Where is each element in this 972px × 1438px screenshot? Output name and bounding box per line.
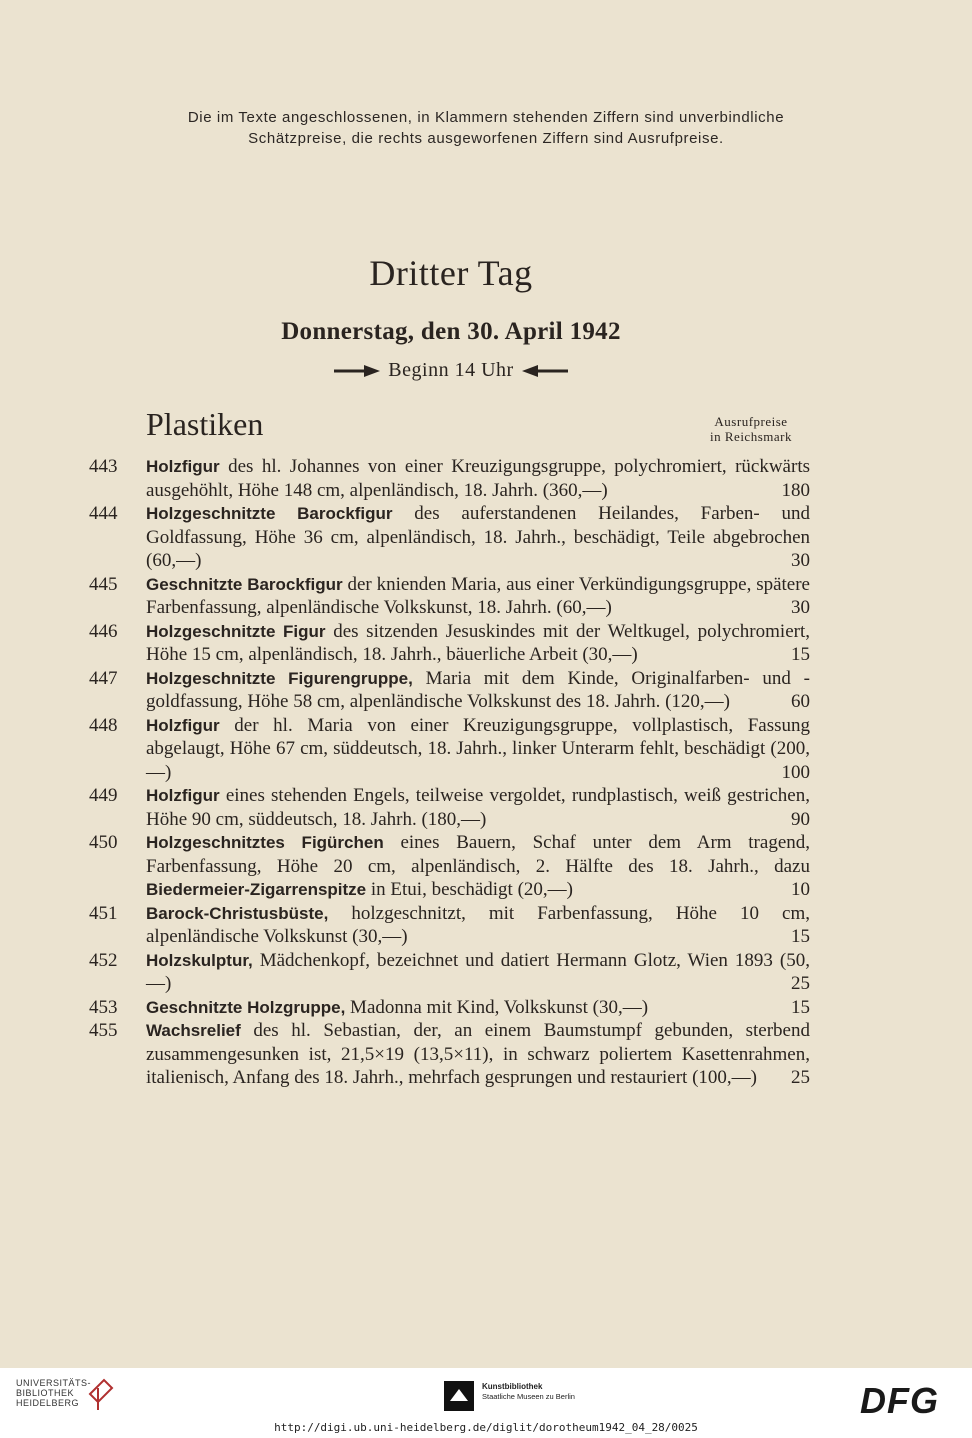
- lot-text: des hl. Johannes von einer Kreuzigungsgruppe, polychromiert, rückwärts ausgehöhlt, Höhe 148 cm, alpenländisch, 18. Jahrh. (360,—): [146, 456, 810, 501]
- lot-list: [0, 455, 972, 1090]
- lot-heading-secondary: Biedermeier-Zigarrenspitze: [146, 880, 367, 899]
- lot-price: 15: [791, 926, 810, 947]
- lot-number: 443: [89, 456, 118, 477]
- lot-price: 10: [791, 879, 810, 900]
- lot-price: 30: [791, 550, 810, 571]
- lot-heading: Geschnitzte Holzgruppe,: [146, 997, 346, 1017]
- lot-description: [146, 902, 810, 949]
- lot-entry: [0, 573, 972, 620]
- lot-text: Maria mit dem Kinde, Originalfarben- und -goldfassung, Höhe 58 cm, alpenländische Volkskunst des 18. Jahrh. (120,—): [146, 667, 810, 712]
- kb-line-2: Staatliche Museen zu Berlin: [482, 1392, 575, 1401]
- lot-heading: Holzgeschnitzte Barockfigur: [146, 504, 393, 523]
- arrow-left-icon: [522, 364, 568, 378]
- auction-date: Donnerstag, den 30. April 1942: [281, 318, 621, 345]
- lot-text: des auferstandenen Heilandes, Farben- und Goldfassung, Höhe 36 cm, alpenländisch, 18. Jahrh., beschädigt, Teile abgebrochen (60,—): [146, 503, 810, 571]
- start-time: [0, 359, 902, 382]
- lot-description: [146, 996, 810, 1020]
- price-column-heading-line-1: Ausrufpreise: [714, 414, 788, 429]
- lot-number: 449: [89, 785, 118, 806]
- lot-price: 15: [791, 996, 810, 1018]
- lot-price: 25: [791, 973, 810, 994]
- lot-number: 451: [89, 902, 118, 924]
- lot-heading: Holzskulptur,: [146, 950, 253, 970]
- page-title: Dritter Tag: [369, 253, 533, 293]
- lot-text: eines stehenden Engels, teilweise vergoldet, rundplastisch, weiß gestrichen, Höhe 90 cm, süddeutsch, 18. Jahrh. (180,—): [146, 785, 810, 830]
- lot-price: 30: [791, 597, 810, 618]
- lot-text: der hl. Maria von einer Kreuzigungsgruppe, vollplastisch, Fassung abgelaugt, Höhe 67 cm, süddeutsch, 18. Jahrh., linker Unterarm fehlt, beschädigt (200,—): [146, 714, 810, 783]
- lot-number: 455: [89, 1020, 118, 1041]
- lot-description: [146, 949, 810, 996]
- lot-description: [146, 620, 810, 667]
- lot-heading: Holzfigur: [146, 715, 220, 735]
- kunstbibliothek-logo-icon: [444, 1381, 474, 1411]
- lot-heading: Wachsrelief: [146, 1021, 241, 1040]
- permalink-url[interactable]: http://digi.ub.uni-heidelberg.de/diglit/dorotheum1942_04_28/0025: [274, 1421, 698, 1434]
- lot-text: des hl. Sebastian, der, an einem Baumstumpf gebunden, sterbend zusammengesunken ist, 21,5×19 (13,5×11), in schwarz poliertem Kasettenrahmen, italienisch, Anfang des 18. Jahrh., mehrfach gesprungen und restauriert (100,—): [146, 1020, 810, 1088]
- lot-number: 448: [89, 714, 118, 736]
- ub-logo-line-3: HEIDELBERG: [16, 1398, 80, 1408]
- lot-text: Mädchenkopf, bezeichnet und datiert Hermann Glotz, Wien 1893 (50,—): [146, 949, 810, 994]
- lot-description: [146, 502, 810, 573]
- lot-price: 90: [791, 808, 810, 830]
- lot-description: [146, 714, 810, 785]
- lot-description: [146, 573, 810, 620]
- kunstbibliothek-logo[interactable]: [482, 1382, 575, 1402]
- lot-text: des sitzenden Jesuskindes mit der Weltkugel, polychromiert, Höhe 15 cm, alpenländisch, 18. Jahrh., bäuerliche Arbeit (30,—): [146, 620, 810, 665]
- lot-number: 450: [89, 832, 118, 853]
- price-note-line-2: Schätzpreise, die rechts ausgeworfenen Ziffern sind Ausrufpreise.: [248, 130, 724, 147]
- lot-entry: [0, 667, 972, 714]
- lot-description: [146, 1019, 810, 1090]
- lot-text: der knienden Maria, aus einer Verkündigungsgruppe, spätere Farbenfassung, alpenländische Volkskunst, 18. Jahrh. (60,—): [146, 573, 810, 618]
- ub-logo-line-1: UNIVERSITÄTS-: [16, 1378, 92, 1388]
- dfg-logo[interactable]: DFG: [860, 1380, 939, 1421]
- kb-line-1: Kunstbibliothek: [482, 1382, 543, 1391]
- lot-entry: [0, 714, 972, 785]
- lot-heading: Holzgeschnitzte Figurengruppe,: [146, 668, 413, 688]
- lot-description: [146, 667, 810, 714]
- lot-entry: [0, 902, 972, 949]
- lot-entry: [0, 949, 972, 996]
- lot-heading: Holzgeschnitzte Figur: [146, 621, 326, 641]
- lot-text: holzgeschnitzt, mit Farbenfassung, Höhe 10 cm, alpenländische Volkskunst (30,—): [146, 902, 810, 947]
- lot-entry: [0, 502, 972, 573]
- lot-entry: [0, 1019, 972, 1090]
- lot-text: Madonna mit Kind, Volkskunst (30,—): [345, 996, 649, 1018]
- ub-heidelberg-logo[interactable]: [16, 1378, 91, 1408]
- ub-logo-line-2: BIBLIOTHEK: [16, 1388, 75, 1398]
- price-note-line-1: Die im Texte angeschlossenen, in Klammern stehenden Ziffern sind unverbindliche: [187, 109, 785, 126]
- lot-heading: Holzfigur: [146, 786, 220, 805]
- lot-entry: [0, 784, 972, 831]
- lot-text: eines Bauern, Schaf unter dem Arm tragend, Farbenfassung, Höhe 20 cm, alpenländisch, 2. Hälfte des 18. Jahrh., dazu: [146, 832, 811, 877]
- lot-description: [146, 784, 810, 831]
- price-column-heading: [690, 414, 812, 444]
- lot-number: 452: [89, 949, 118, 971]
- lot-description: [146, 455, 810, 502]
- arrow-right-icon: [334, 364, 380, 378]
- price-column-heading-line-2: in Reichsmark: [710, 429, 792, 444]
- lot-number: 444: [89, 503, 118, 524]
- lot-entry: [0, 620, 972, 667]
- price-note: [80, 107, 892, 149]
- lot-price: 180: [781, 479, 810, 501]
- lot-entry: [0, 996, 972, 1020]
- lot-number: 446: [89, 620, 118, 642]
- lot-text-secondary: in Etui, beschädigt (20,—): [366, 879, 573, 900]
- lot-price: 100: [781, 761, 810, 783]
- lot-entry: [0, 831, 972, 902]
- start-time-text: Beginn 14 Uhr: [388, 359, 514, 381]
- lot-number: 445: [89, 573, 118, 595]
- ub-logo-icon: [86, 1378, 116, 1412]
- lot-price: 25: [791, 1067, 810, 1088]
- lot-number: 453: [89, 996, 118, 1018]
- lot-number: 447: [89, 667, 118, 689]
- lot-heading: Barock-Christusbüste,: [146, 903, 329, 923]
- lot-heading: Geschnitzte Barockfigur: [146, 574, 343, 594]
- lot-heading: Holzfigur: [146, 457, 220, 476]
- lot-entry: [0, 455, 972, 502]
- section-heading: Plastiken: [146, 406, 264, 442]
- lot-heading: Holzgeschnitztes Figürchen: [146, 833, 384, 852]
- lot-price: 15: [791, 644, 810, 665]
- lot-description: [146, 831, 810, 902]
- lot-price: 60: [791, 691, 810, 712]
